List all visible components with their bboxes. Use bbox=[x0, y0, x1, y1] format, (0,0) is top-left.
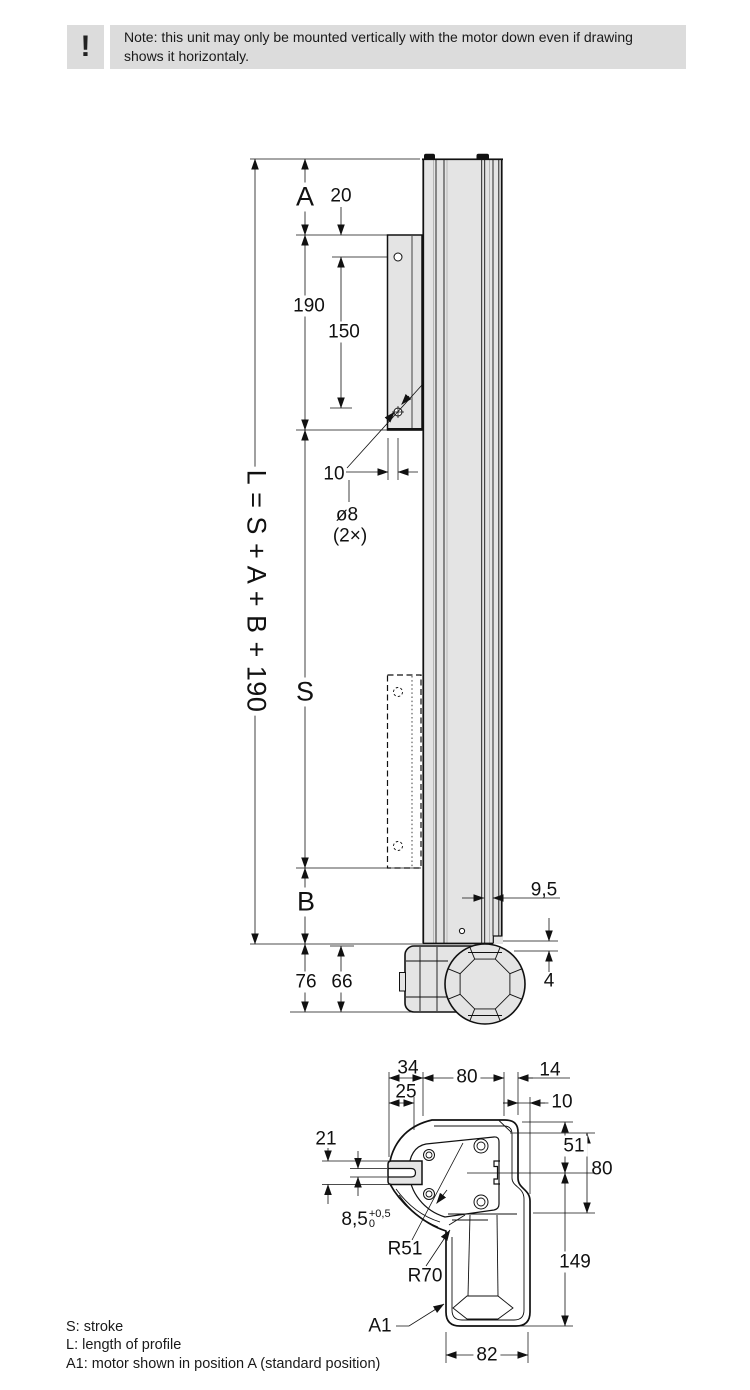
dim-label-34: 34 bbox=[397, 1057, 419, 1079]
dim-label-b: B bbox=[294, 888, 318, 917]
dim-label-149: 149 bbox=[556, 1252, 594, 1273]
dim-label-r51: R51 bbox=[387, 1238, 423, 1260]
plate-hole-top bbox=[394, 253, 402, 261]
dim-label-82: 82 bbox=[473, 1345, 500, 1366]
top-tab-left bbox=[424, 154, 435, 159]
legend-line-motor-position: A1: motor shown in position A (standard position) bbox=[66, 1355, 381, 1372]
dim-label-dia8: ø8 bbox=[335, 504, 359, 526]
dim-label-4: 4 bbox=[543, 970, 555, 992]
warning-icon: ! bbox=[67, 25, 104, 69]
small-hole bbox=[459, 928, 464, 933]
dim-label-76: 76 bbox=[292, 972, 319, 993]
dim-label-10-lower: 10 bbox=[548, 1092, 575, 1113]
legend-line-length: L: length of profile bbox=[66, 1337, 182, 1354]
section-outline bbox=[387, 1120, 530, 1326]
tolerance-lower: 0 bbox=[368, 1218, 375, 1230]
tolerance-value: 8,5 bbox=[341, 1209, 368, 1230]
dim-label-9-5: 9,5 bbox=[530, 879, 558, 901]
rod-fork bbox=[388, 1161, 422, 1185]
dim-label-8-5-tolerance bbox=[341, 1209, 390, 1229]
legend-line-stroke: S: stroke bbox=[66, 1319, 124, 1335]
profile-body bbox=[422, 154, 503, 944]
dim-label-150: 150 bbox=[325, 322, 363, 343]
dim-label-10-upper: 10 bbox=[323, 463, 345, 485]
note-text: Note: this unit may only be mounted vertically with the motor down even if drawing shows it horizontaly. bbox=[124, 29, 633, 64]
dim-label-80-right: 80 bbox=[591, 1158, 613, 1180]
dim-label-66: 66 bbox=[328, 972, 355, 993]
motor-ball bbox=[445, 944, 525, 1024]
dim-label-80-top: 80 bbox=[453, 1067, 480, 1088]
dim-label-dia8-count: (2×) bbox=[332, 525, 368, 547]
dim-label-a: A bbox=[293, 183, 317, 212]
length-formula: L = S + A + B + 190 bbox=[242, 467, 271, 716]
dim-label-20: 20 bbox=[327, 186, 354, 207]
dim-label-14: 14 bbox=[539, 1059, 561, 1081]
dim-label-s: S bbox=[293, 678, 317, 707]
motor-housing-facets bbox=[448, 1214, 517, 1319]
phantom-plate bbox=[388, 675, 422, 868]
dim-label-r70: R70 bbox=[407, 1265, 443, 1287]
legend bbox=[66, 1318, 380, 1373]
tolerance-stack bbox=[369, 1209, 391, 1229]
dim-label-25: 25 bbox=[395, 1081, 417, 1103]
dim-label-a1: A1 bbox=[368, 1315, 392, 1337]
dim-label-21: 21 bbox=[315, 1128, 337, 1150]
tolerance-upper: +0,5 bbox=[368, 1208, 391, 1220]
top-tab-right bbox=[477, 154, 490, 159]
dim-label-190: 190 bbox=[290, 296, 328, 317]
dim-label-51: 51 bbox=[560, 1136, 587, 1157]
